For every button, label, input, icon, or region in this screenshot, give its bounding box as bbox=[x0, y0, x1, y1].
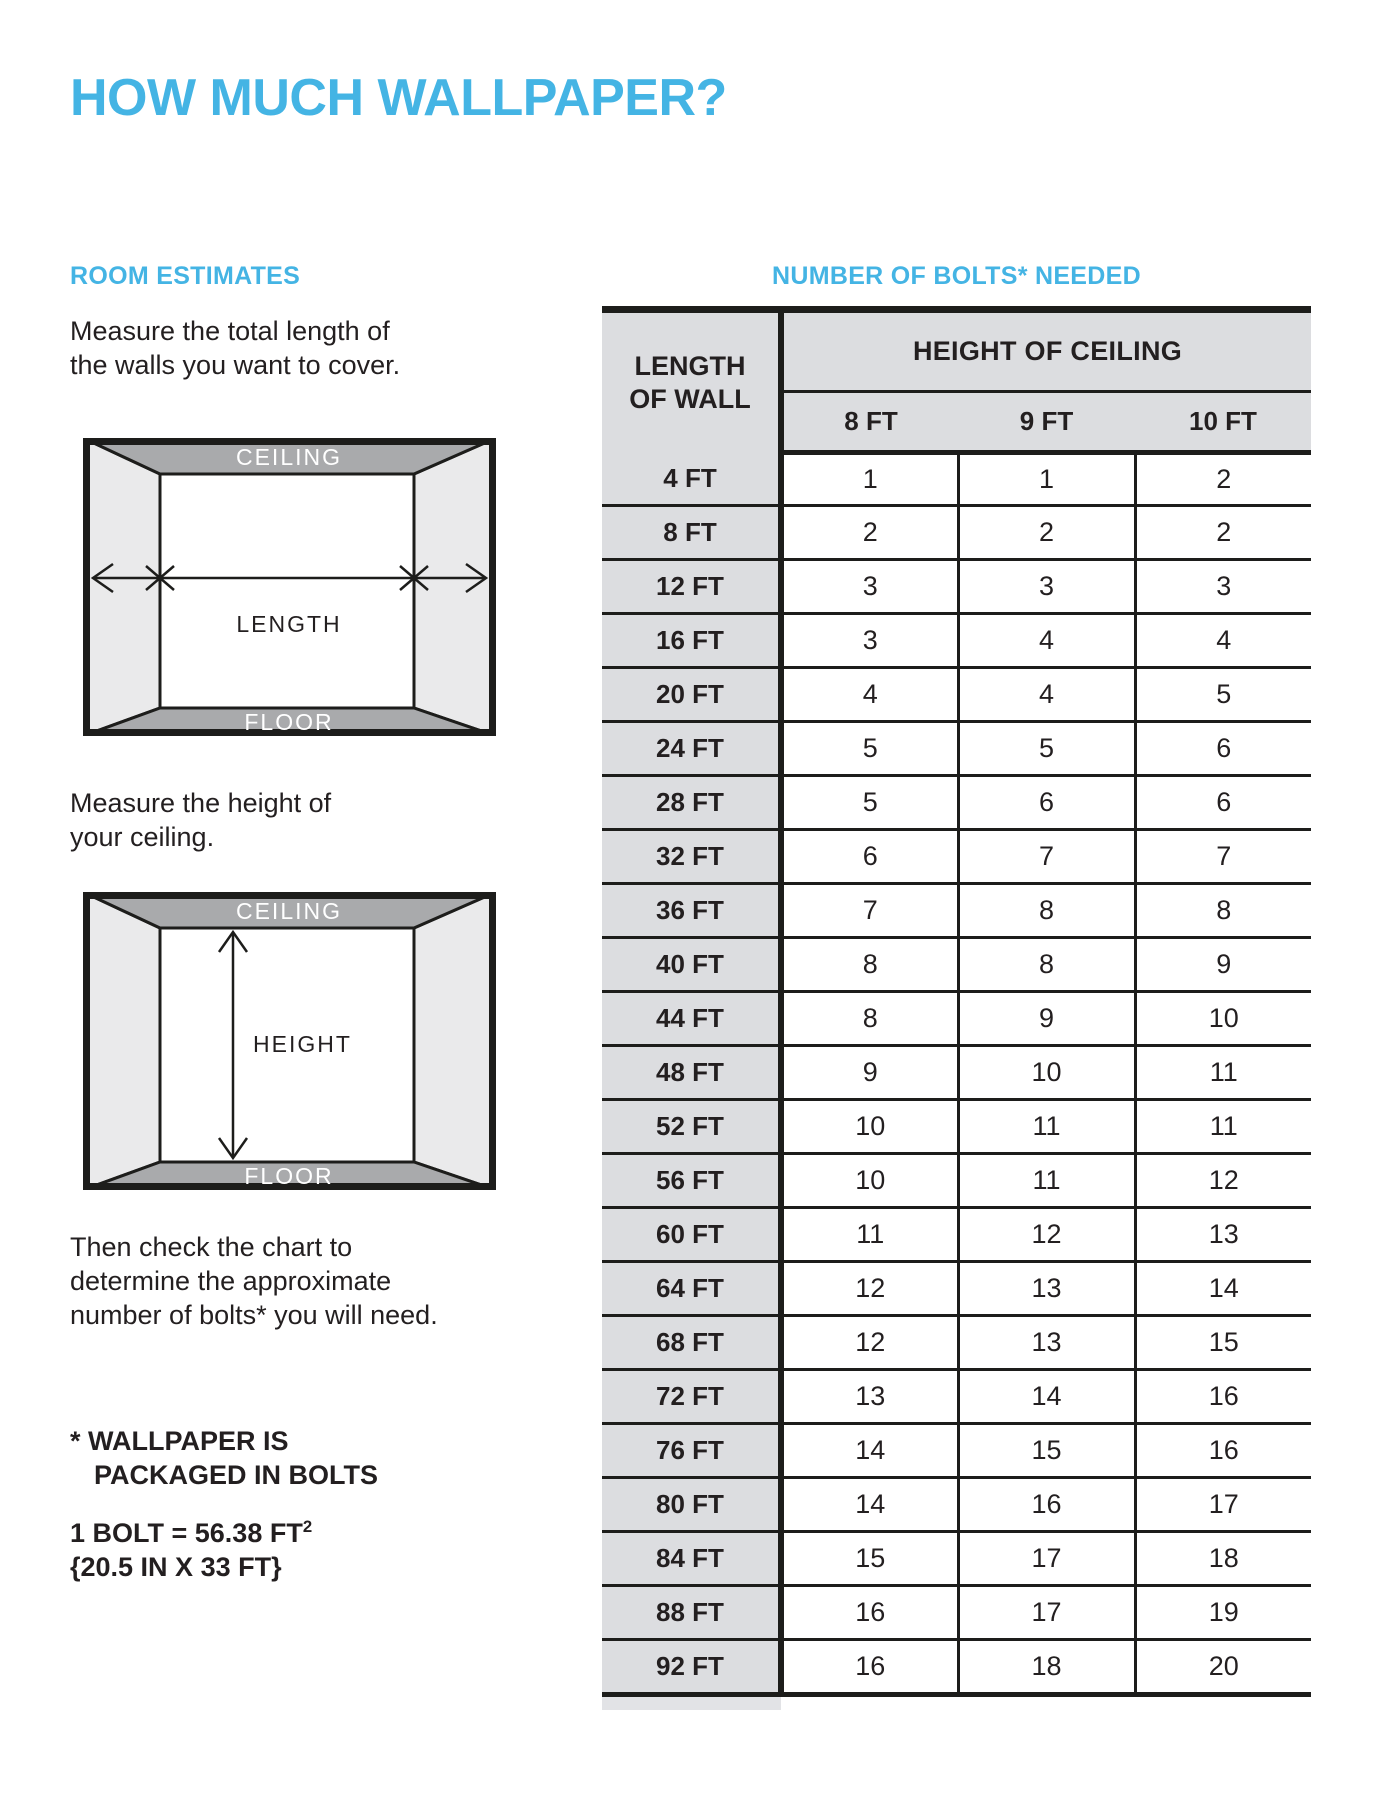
length-label: LENGTH bbox=[236, 611, 342, 637]
row-label-wall-length: 84 FT bbox=[602, 1531, 781, 1585]
table-row bbox=[602, 505, 1311, 559]
row-label-wall-length: 76 FT bbox=[602, 1423, 781, 1477]
table-row bbox=[602, 1207, 1311, 1261]
bolt-count-cell: 13 bbox=[958, 1315, 1135, 1369]
instruction-check-chart bbox=[70, 1230, 438, 1332]
table-row bbox=[602, 1261, 1311, 1315]
bolt-count-cell: 15 bbox=[781, 1531, 958, 1585]
ceiling-label: CEILING bbox=[235, 444, 343, 470]
bolt-count-cell: 6 bbox=[958, 775, 1135, 829]
row-label-wall-length: 4 FT bbox=[602, 453, 781, 506]
bolt-count-cell: 2 bbox=[1135, 453, 1311, 506]
instruction-measure-height bbox=[70, 786, 331, 854]
table-row bbox=[602, 991, 1311, 1045]
left-wall bbox=[83, 892, 160, 1190]
bolt-count-cell: 11 bbox=[958, 1099, 1135, 1153]
bolt-count-cell: 13 bbox=[1135, 1207, 1311, 1261]
table-row bbox=[602, 559, 1311, 613]
bolt-count-cell: 10 bbox=[1135, 991, 1311, 1045]
section-heading-room-estimates: ROOM ESTIMATES bbox=[70, 262, 301, 290]
bolt-count-cell: 7 bbox=[958, 829, 1135, 883]
bolt-count-cell: 8 bbox=[781, 991, 958, 1045]
bolt-count-cell: 11 bbox=[1135, 1045, 1311, 1099]
bolt-count-cell: 12 bbox=[781, 1315, 958, 1369]
row-label-wall-length: 72 FT bbox=[602, 1369, 781, 1423]
table-row bbox=[602, 1099, 1311, 1153]
table-row bbox=[602, 1423, 1311, 1477]
bolt-equation-text: 1 BOLT = 56.38 FT bbox=[70, 1518, 303, 1548]
bolt-count-cell: 1 bbox=[958, 453, 1135, 506]
row-label-wall-length: 44 FT bbox=[602, 991, 781, 1045]
bolt-count-cell: 14 bbox=[1135, 1261, 1311, 1315]
floor-label: FLOOR bbox=[244, 709, 334, 735]
ceiling-height-diagram bbox=[83, 892, 496, 1190]
table-row bbox=[602, 1153, 1311, 1207]
footnote-line: PACKAGED IN BOLTS bbox=[94, 1460, 379, 1490]
bolt-count-cell: 4 bbox=[958, 613, 1135, 667]
table-row bbox=[602, 775, 1311, 829]
bolt-count-cell: 14 bbox=[781, 1477, 958, 1531]
bolt-count-cell: 16 bbox=[1135, 1369, 1311, 1423]
bolt-count-cell: 10 bbox=[958, 1045, 1135, 1099]
room-length-diagram bbox=[83, 438, 496, 736]
bolt-count-cell: 15 bbox=[958, 1423, 1135, 1477]
bolt-count-cell: 14 bbox=[958, 1369, 1135, 1423]
bolt-count-cell: 11 bbox=[781, 1207, 958, 1261]
row-label-wall-length: 60 FT bbox=[602, 1207, 781, 1261]
instruction-measure-length bbox=[70, 314, 400, 382]
bolt-count-cell: 5 bbox=[958, 721, 1135, 775]
bolt-count-cell: 3 bbox=[1135, 559, 1311, 613]
table-row bbox=[602, 613, 1311, 667]
bolt-equation-superscript: 2 bbox=[302, 1517, 313, 1536]
table-row bbox=[602, 721, 1311, 775]
bolt-count-cell: 13 bbox=[958, 1261, 1135, 1315]
page-title: HOW MUCH WALLPAPER? bbox=[70, 69, 727, 127]
bolt-count-cell: 19 bbox=[1135, 1585, 1311, 1639]
row-label-wall-length: 48 FT bbox=[602, 1045, 781, 1099]
bolt-count-cell: 11 bbox=[958, 1153, 1135, 1207]
bolt-count-cell: 11 bbox=[1135, 1099, 1311, 1153]
bolt-count-cell: 20 bbox=[1135, 1639, 1311, 1694]
bolt-count-cell: 12 bbox=[781, 1261, 958, 1315]
table-row bbox=[602, 1585, 1311, 1639]
bolt-count-cell: 1 bbox=[781, 453, 958, 506]
table-row bbox=[602, 1477, 1311, 1531]
col-header-9ft: 9 FT bbox=[958, 392, 1135, 453]
bolt-count-cell: 5 bbox=[781, 775, 958, 829]
right-wall bbox=[414, 892, 496, 1190]
header-row-group bbox=[602, 310, 1311, 392]
row-label-wall-length: 52 FT bbox=[602, 1099, 781, 1153]
bolt-count-cell: 2 bbox=[1135, 505, 1311, 559]
table-row bbox=[602, 1369, 1311, 1423]
bolt-dimensions: {20.5 IN X 33 FT} bbox=[70, 1552, 282, 1582]
bolt-count-cell: 3 bbox=[958, 559, 1135, 613]
floor-label: FLOOR bbox=[244, 1163, 334, 1189]
bolt-count-cell: 4 bbox=[1135, 613, 1311, 667]
col-header-length-of-wall bbox=[602, 310, 781, 453]
instruction-line: determine the approximate bbox=[70, 1266, 392, 1296]
table-row bbox=[602, 667, 1311, 721]
bolt-count-cell: 15 bbox=[1135, 1315, 1311, 1369]
bolt-equation bbox=[70, 1516, 312, 1550]
bolt-count-cell: 4 bbox=[958, 667, 1135, 721]
bolt-count-cell: 5 bbox=[1135, 667, 1311, 721]
bolt-count-cell: 17 bbox=[1135, 1477, 1311, 1531]
bolt-count-cell: 12 bbox=[958, 1207, 1135, 1261]
table-row bbox=[602, 829, 1311, 883]
row-label-wall-length: 40 FT bbox=[602, 937, 781, 991]
bolt-count-cell: 8 bbox=[781, 937, 958, 991]
bolt-count-cell: 17 bbox=[958, 1531, 1135, 1585]
bolt-count-cell: 7 bbox=[1135, 829, 1311, 883]
table-bottom-shadow bbox=[602, 1697, 781, 1710]
bolt-count-cell: 12 bbox=[1135, 1153, 1311, 1207]
bolt-count-cell: 5 bbox=[781, 721, 958, 775]
bolt-count-cell: 2 bbox=[958, 505, 1135, 559]
row-label-wall-length: 88 FT bbox=[602, 1585, 781, 1639]
table-row bbox=[602, 1045, 1311, 1099]
col-header-line: LENGTH bbox=[634, 350, 746, 381]
col-header-line: OF WALL bbox=[629, 383, 751, 414]
col-group-header-height-of-ceiling: HEIGHT OF CEILING bbox=[781, 310, 1311, 392]
instruction-line: your ceiling. bbox=[70, 822, 215, 852]
bolt-count-cell: 16 bbox=[1135, 1423, 1311, 1477]
bolt-size-info bbox=[70, 1516, 312, 1584]
bolt-count-cell: 8 bbox=[958, 883, 1135, 937]
row-label-wall-length: 68 FT bbox=[602, 1315, 781, 1369]
bolt-count-cell: 8 bbox=[1135, 883, 1311, 937]
footnote-line: * WALLPAPER IS bbox=[70, 1426, 289, 1456]
bolt-count-cell: 16 bbox=[781, 1639, 958, 1694]
row-label-wall-length: 28 FT bbox=[602, 775, 781, 829]
bolts-needed-table bbox=[602, 306, 1311, 1697]
row-label-wall-length: 12 FT bbox=[602, 559, 781, 613]
bolt-count-cell: 17 bbox=[958, 1585, 1135, 1639]
instruction-line: Measure the total length of bbox=[70, 316, 390, 346]
bolt-count-cell: 18 bbox=[958, 1639, 1135, 1694]
table-row bbox=[602, 453, 1311, 506]
bolt-count-cell: 7 bbox=[781, 883, 958, 937]
row-label-wall-length: 20 FT bbox=[602, 667, 781, 721]
bolt-count-cell: 13 bbox=[781, 1369, 958, 1423]
table-heading: NUMBER OF BOLTS* NEEDED bbox=[772, 262, 1141, 290]
bolt-count-cell: 9 bbox=[781, 1045, 958, 1099]
bolt-count-cell: 4 bbox=[781, 667, 958, 721]
back-wall bbox=[160, 474, 414, 708]
bolt-count-cell: 16 bbox=[781, 1585, 958, 1639]
row-label-wall-length: 92 FT bbox=[602, 1639, 781, 1694]
table-row bbox=[602, 1639, 1311, 1694]
row-label-wall-length: 36 FT bbox=[602, 883, 781, 937]
bolt-count-cell: 6 bbox=[1135, 775, 1311, 829]
table-row bbox=[602, 883, 1311, 937]
table-row bbox=[602, 1315, 1311, 1369]
bolt-count-cell: 10 bbox=[781, 1153, 958, 1207]
col-header-8ft: 8 FT bbox=[781, 392, 958, 453]
ceiling-label: CEILING bbox=[235, 898, 343, 924]
bolt-count-cell: 3 bbox=[781, 559, 958, 613]
instruction-line: Then check the chart to bbox=[70, 1232, 353, 1262]
bolt-count-cell: 2 bbox=[781, 505, 958, 559]
bolt-count-cell: 6 bbox=[1135, 721, 1311, 775]
row-label-wall-length: 56 FT bbox=[602, 1153, 781, 1207]
bolt-count-cell: 16 bbox=[958, 1477, 1135, 1531]
bolt-count-cell: 14 bbox=[781, 1423, 958, 1477]
row-label-wall-length: 80 FT bbox=[602, 1477, 781, 1531]
bolt-count-cell: 3 bbox=[781, 613, 958, 667]
row-label-wall-length: 16 FT bbox=[602, 613, 781, 667]
bolt-count-cell: 9 bbox=[958, 991, 1135, 1045]
instruction-line: the walls you want to cover. bbox=[70, 350, 401, 380]
table-row bbox=[602, 937, 1311, 991]
row-label-wall-length: 8 FT bbox=[602, 505, 781, 559]
bolt-count-cell: 9 bbox=[1135, 937, 1311, 991]
col-header-10ft: 10 FT bbox=[1135, 392, 1311, 453]
row-label-wall-length: 24 FT bbox=[602, 721, 781, 775]
bolts-footnote bbox=[70, 1424, 378, 1492]
bolt-count-cell: 6 bbox=[781, 829, 958, 883]
row-label-wall-length: 32 FT bbox=[602, 829, 781, 883]
instruction-line: number of bolts* you will need. bbox=[70, 1300, 438, 1330]
table-row bbox=[602, 1531, 1311, 1585]
bolt-count-cell: 8 bbox=[958, 937, 1135, 991]
instruction-line: Measure the height of bbox=[70, 788, 332, 818]
height-label: HEIGHT bbox=[253, 1031, 352, 1057]
bolt-count-cell: 18 bbox=[1135, 1531, 1311, 1585]
row-label-wall-length: 64 FT bbox=[602, 1261, 781, 1315]
bolt-count-cell: 10 bbox=[781, 1099, 958, 1153]
